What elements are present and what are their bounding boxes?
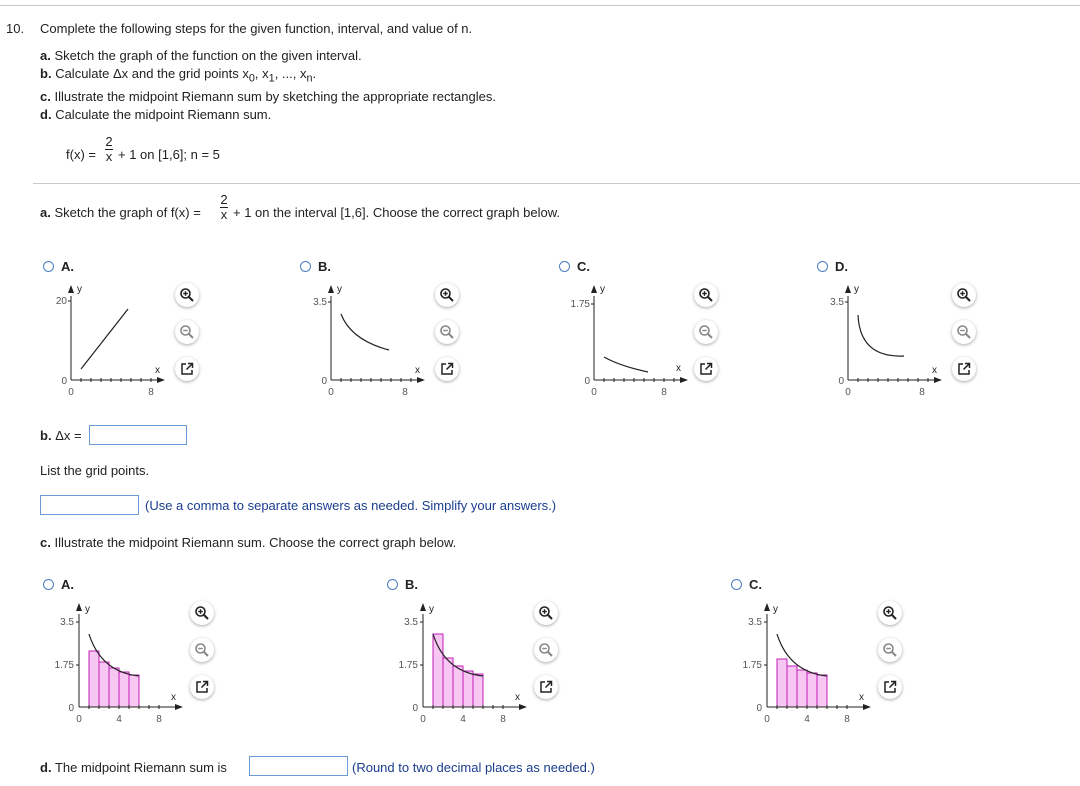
svg-text:x: x	[415, 365, 420, 376]
svg-text:y: y	[854, 284, 859, 295]
zoom-out-icon	[956, 324, 972, 340]
option-label: A.	[61, 577, 74, 592]
svg-text:3.5: 3.5	[830, 297, 844, 308]
svg-text:1.75: 1.75	[398, 660, 418, 671]
function-suffix: + 1 on [1,6]; n = 5	[118, 147, 220, 162]
radio-b[interactable]	[387, 579, 398, 590]
zoom-out-button[interactable]	[175, 320, 199, 344]
svg-text:0: 0	[756, 703, 762, 714]
svg-text:0: 0	[838, 376, 844, 387]
zoom-in-icon	[956, 287, 972, 303]
zoom-in-button[interactable]	[534, 601, 558, 625]
radio-c[interactable]	[731, 579, 742, 590]
svg-text:4: 4	[804, 714, 810, 723]
open-new-window-button[interactable]	[878, 675, 902, 699]
curve	[604, 357, 648, 372]
section-divider	[33, 183, 1080, 184]
zoom-out-icon	[439, 324, 455, 340]
svg-text:y: y	[429, 604, 434, 615]
top-divider	[0, 5, 1080, 6]
zoom-out-button[interactable]	[534, 638, 558, 662]
zoom-out-icon	[698, 324, 714, 340]
rect	[89, 651, 99, 707]
riemann-sum-input[interactable]	[249, 756, 348, 776]
svg-text:y: y	[337, 284, 342, 295]
rect	[797, 670, 807, 707]
zero-y: 0	[61, 376, 67, 387]
function-fraction: 2 x	[105, 134, 113, 164]
svg-text:3.5: 3.5	[404, 617, 418, 628]
option-label: C.	[749, 577, 762, 592]
rect	[787, 666, 797, 707]
curve	[81, 309, 128, 369]
svg-text:0: 0	[68, 703, 74, 714]
zoom-in-icon	[882, 605, 898, 621]
radio-a[interactable]	[43, 261, 54, 272]
svg-text:8: 8	[919, 387, 925, 398]
svg-text:x: x	[171, 692, 176, 703]
x-axis-arrow	[157, 377, 165, 383]
svg-text:8: 8	[844, 714, 850, 723]
riemann-sum-hint: (Round to two decimal places as needed.)	[352, 760, 595, 775]
question-number: 10.	[6, 21, 25, 36]
zoom-out-icon	[179, 324, 195, 340]
step-a: a. Sketch the graph of the function on the given interval.	[40, 48, 362, 63]
rect	[443, 658, 453, 707]
riemann-graph-a	[45, 598, 190, 723]
option-label: A.	[61, 259, 74, 274]
svg-text:1.75: 1.75	[570, 299, 590, 310]
grid-points-input[interactable]	[40, 495, 139, 515]
y-axis-arrow	[68, 285, 74, 293]
graph-c	[568, 280, 698, 400]
zoom-in-icon	[194, 605, 210, 621]
rect	[453, 666, 463, 707]
curve	[341, 314, 389, 350]
part-a-fraction: 2 x	[220, 192, 228, 222]
graph-a	[45, 280, 175, 400]
rect	[99, 662, 109, 707]
open-new-window-button[interactable]	[694, 357, 718, 381]
svg-text:3.5: 3.5	[748, 617, 762, 628]
option-label: B.	[405, 577, 418, 592]
zoom-in-button[interactable]	[175, 283, 199, 307]
svg-text:3.5: 3.5	[313, 297, 327, 308]
open-new-window-icon	[956, 361, 972, 377]
svg-text:0: 0	[584, 376, 590, 387]
radio-d[interactable]	[817, 261, 828, 272]
zoom-out-icon	[194, 642, 210, 658]
zoom-in-icon	[179, 287, 195, 303]
part-d-text: d. The midpoint Riemann sum is	[40, 760, 227, 775]
open-new-window-icon	[882, 679, 898, 695]
open-new-window-icon	[194, 679, 210, 695]
zero-x: 0	[68, 387, 74, 398]
open-new-window-icon	[439, 361, 455, 377]
rect	[119, 672, 129, 707]
svg-text:0: 0	[420, 714, 426, 723]
open-new-window-button[interactable]	[175, 357, 199, 381]
zoom-in-button[interactable]	[694, 283, 718, 307]
svg-text:4: 4	[460, 714, 466, 723]
svg-text:0: 0	[764, 714, 770, 723]
graph-d	[822, 280, 952, 400]
function-prefix: f(x) =	[66, 147, 96, 162]
rect	[463, 671, 473, 707]
option-label: B.	[318, 259, 331, 274]
x-axis-label: x	[155, 365, 160, 376]
svg-text:x: x	[932, 365, 937, 376]
zoom-in-button[interactable]	[952, 283, 976, 307]
riemann-graph-b	[389, 598, 534, 723]
y-axis-label: y	[77, 284, 82, 295]
rect	[129, 675, 139, 707]
zoom-in-button[interactable]	[435, 283, 459, 307]
zoom-out-button[interactable]	[878, 638, 902, 662]
svg-text:0: 0	[321, 376, 327, 387]
x-tick-label: 8	[148, 387, 154, 398]
part-a-text-after: + 1 on the interval [1,6]. Choose the correct graph below.	[233, 205, 561, 220]
radio-c[interactable]	[559, 261, 570, 272]
svg-text:0: 0	[845, 387, 851, 398]
svg-text:0: 0	[76, 714, 82, 723]
zoom-in-icon	[538, 605, 554, 621]
zoom-in-icon	[698, 287, 714, 303]
open-new-window-icon	[698, 361, 714, 377]
step-b: b. Calculate Δx and the grid points $x_0$, $x_1$, ..., $x_n$.	[40, 66, 317, 85]
open-new-window-icon	[179, 361, 195, 377]
curve	[858, 315, 904, 356]
rect	[807, 673, 817, 707]
radio-a[interactable]	[43, 579, 54, 590]
graph-b	[305, 280, 435, 400]
zoom-in-button[interactable]	[878, 601, 902, 625]
open-new-window-button[interactable]	[952, 357, 976, 381]
option-label: D.	[835, 259, 848, 274]
rect	[817, 675, 827, 707]
svg-text:0: 0	[412, 703, 418, 714]
grid-points-hint: (Use a comma to separate answers as needed. Simplify your answers.)	[145, 498, 557, 513]
riemann-graph-c	[733, 598, 878, 723]
ymax-label: 20	[55, 296, 67, 307]
svg-text:4: 4	[116, 714, 122, 723]
zoom-out-button[interactable]	[435, 320, 459, 344]
radio-b[interactable]	[300, 261, 311, 272]
rect	[473, 674, 483, 707]
open-new-window-icon	[538, 679, 554, 695]
step-c: c. Illustrate the midpoint Riemann sum by sketching the appropriate rectangles.	[40, 89, 496, 104]
delta-x-input[interactable]	[89, 425, 187, 445]
open-new-window-button[interactable]	[190, 675, 214, 699]
zoom-out-button[interactable]	[190, 638, 214, 662]
rect	[777, 659, 787, 707]
zoom-out-icon	[538, 642, 554, 658]
svg-text:8: 8	[156, 714, 162, 723]
svg-text:1.75: 1.75	[742, 660, 762, 671]
zoom-out-button[interactable]	[952, 320, 976, 344]
svg-text:1.75: 1.75	[54, 660, 74, 671]
step-d: d. Calculate the midpoint Riemann sum.	[40, 107, 272, 122]
part-a-text: a. Sketch the graph of f(x) =	[40, 205, 201, 220]
svg-text:8: 8	[402, 387, 408, 398]
svg-text:y: y	[85, 604, 90, 615]
zoom-out-icon	[882, 642, 898, 658]
option-label: C.	[577, 259, 590, 274]
svg-text:8: 8	[500, 714, 506, 723]
zoom-in-button[interactable]	[190, 601, 214, 625]
part-c-text: c. Illustrate the midpoint Riemann sum. Choose the correct graph below.	[40, 535, 457, 550]
grid-points-prompt: List the grid points.	[40, 463, 150, 478]
delta-x-label: b. Δx =	[40, 428, 82, 443]
zoom-out-button[interactable]	[694, 320, 718, 344]
svg-text:x: x	[859, 692, 864, 703]
svg-text:0: 0	[591, 387, 597, 398]
svg-text:y: y	[773, 604, 778, 615]
svg-text:y: y	[600, 284, 605, 295]
svg-text:x: x	[676, 363, 681, 374]
open-new-window-button[interactable]	[435, 357, 459, 381]
svg-text:x: x	[515, 692, 520, 703]
rect	[109, 668, 119, 707]
svg-text:3.5: 3.5	[60, 617, 74, 628]
question-prompt: Complete the following steps for the given function, interval, and value of n.	[40, 21, 473, 36]
svg-text:0: 0	[328, 387, 334, 398]
open-new-window-button[interactable]	[534, 675, 558, 699]
zoom-in-icon	[439, 287, 455, 303]
svg-text:8: 8	[661, 387, 667, 398]
